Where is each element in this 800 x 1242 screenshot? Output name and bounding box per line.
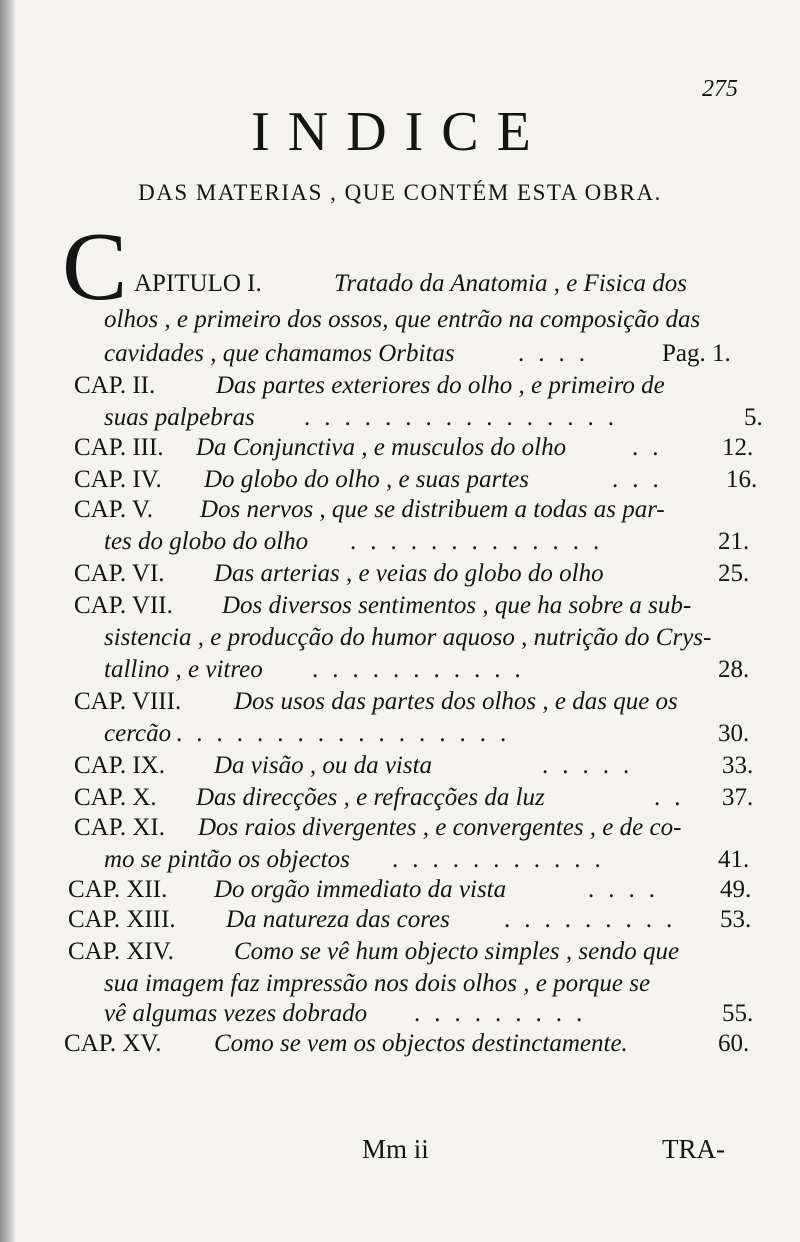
chapter-label: CAP. IV.: [74, 466, 162, 493]
toc-entry-line: [0, 528, 800, 560]
chapter-title-line: Dos raios divergentes , e convergentes , e de co-: [198, 814, 682, 841]
chapter-title-line: Da Conjunctiva , e musculos do olho: [196, 434, 567, 461]
dot-leader: .....: [542, 752, 644, 779]
chapter-title-line: Dos diversos sentimentos , que ha sobre a sub-: [222, 592, 692, 619]
toc-entry-line: [0, 752, 800, 784]
chapter-title-line: Das partes exteriores do olho , e primeiro de: [216, 372, 665, 399]
dot-leader: .........: [504, 906, 687, 933]
chapter-label: APITULO I.: [134, 270, 262, 297]
chapter-label: CAP. XIII.: [68, 906, 176, 933]
drop-cap: C: [62, 213, 128, 321]
toc-entry-line: [0, 814, 800, 846]
dot-leader: ..: [632, 434, 673, 461]
chapter-title-line: Dos nervos , que se distribuem a todas as par-: [200, 496, 665, 523]
chapter-title-line: Como se vê hum objecto simples , sendo que: [234, 938, 680, 965]
chapter-label: CAP. XII.: [68, 876, 168, 903]
chapter-label: CAP. VI.: [74, 560, 165, 587]
page-number: 275: [702, 76, 738, 102]
toc-entry-line: [0, 624, 800, 656]
signature-mark: Mm ii: [362, 1134, 429, 1164]
page-reference: 25.: [718, 560, 750, 587]
chapter-label: CAP. VIII.: [74, 688, 182, 715]
chapter-title-line: vê algumas vezes dobrado: [104, 1000, 368, 1027]
toc-entry-line: [0, 688, 800, 720]
toc-entry-line: [0, 496, 800, 528]
toc-entry-line: [0, 846, 800, 878]
chapter-label: CAP. VII.: [74, 592, 173, 619]
dot-leader: ...: [612, 466, 673, 493]
toc-entry-line: [0, 784, 800, 816]
toc-entry-line: [0, 876, 800, 908]
page-reference: 28.: [718, 656, 750, 683]
chapter-title-line: Tratado da Anatomia , e Fisica dos: [334, 270, 688, 297]
chapter-title-line: Dos usos das partes dos olhos , e das que os: [234, 688, 678, 715]
toc-entry-line: [0, 404, 800, 436]
chapter-title-line: Das direcções , e refracções da luz: [196, 784, 545, 811]
dot-leader: ....: [588, 876, 669, 903]
chapter-title-line: suas palpebras: [104, 404, 255, 431]
page-reference: 30.: [718, 720, 750, 747]
toc-entry-line: [0, 906, 800, 938]
chapter-title-line: Do orgão immediato da vista: [214, 876, 507, 903]
chapter-title-line: olhos , e primeiro dos ossos, que entrão na composição das: [104, 306, 701, 333]
toc-entry-line: [0, 340, 800, 372]
chapter-title-line: Das arterias , e veias do globo do olho: [214, 560, 604, 587]
toc-entry-line: [0, 306, 800, 338]
dot-leader: .................: [176, 720, 521, 747]
page-reference: 5.: [744, 404, 763, 431]
page-reference: 41.: [718, 846, 750, 873]
page-reference: 55.: [722, 1000, 754, 1027]
toc-entry-line: [0, 592, 800, 624]
page-reference: 33.: [722, 752, 754, 779]
dot-leader: ................: [304, 404, 628, 431]
page-reference: 60.: [718, 1030, 750, 1057]
page-title: INDICE: [251, 101, 549, 163]
toc-entry-line: [0, 1000, 800, 1032]
page-subtitle: DAS MATERIAS , QUE CONTÉM ESTA OBRA.: [138, 180, 662, 205]
toc-entry-line: [0, 560, 800, 592]
chapter-label: CAP. XIV.: [68, 938, 174, 965]
toc-entry-line: [0, 938, 800, 970]
chapter-label: CAP. X.: [74, 784, 157, 811]
chapter-label: CAP. XV.: [64, 1030, 162, 1057]
chapter-label: CAP. II.: [74, 372, 156, 399]
toc-entry-line: [0, 970, 800, 1002]
dot-leader: ...........: [392, 846, 615, 873]
dot-leader: ...........: [312, 656, 535, 683]
chapter-label: CAP. III.: [74, 434, 164, 461]
page-reference: 21.: [718, 528, 750, 555]
page-reference: Pag. 1.: [662, 340, 731, 367]
dot-leader: ....: [518, 340, 599, 367]
dot-leader: .............: [350, 528, 614, 555]
toc-entry-line: [0, 270, 800, 302]
toc-entry-line: [0, 434, 800, 466]
chapter-title-line: cercão: [104, 720, 172, 747]
page-reference: 16.: [726, 466, 758, 493]
chapter-title-line: Da natureza das cores: [226, 906, 450, 933]
chapter-title-line: Como se vem os objectos destinctamente.: [214, 1030, 628, 1057]
chapter-title-line: sua imagem faz impressão nos dois olhos , e porque se: [104, 970, 651, 997]
toc-entry-line: [0, 1030, 800, 1062]
chapter-label: CAP. IX.: [74, 752, 165, 779]
chapter-title-line: Do globo do olho , e suas partes: [204, 466, 529, 493]
page-reference: 49.: [720, 876, 752, 903]
dot-leader: ..: [654, 784, 695, 811]
catchword: TRA-: [662, 1134, 725, 1164]
chapter-title-line: cavidades , que chamamos Orbitas: [104, 340, 455, 367]
page-reference: 37.: [722, 784, 754, 811]
chapter-title-line: tallino , e vitreo: [104, 656, 263, 683]
chapter-title-line: sistencia , e producção do humor aquoso , nutrição do Crys-: [104, 624, 712, 651]
toc-entry-line: [0, 656, 800, 688]
chapter-label: CAP. V.: [74, 496, 153, 523]
toc-entry-line: [0, 372, 800, 404]
chapter-title-line: Da visão , ou da vista: [214, 752, 433, 779]
toc-entry-line: [0, 466, 800, 498]
chapter-label: CAP. XI.: [74, 814, 165, 841]
chapter-title-line: mo se pintão os objectos: [104, 846, 350, 873]
toc-entry-line: [0, 720, 800, 752]
dot-leader: .........: [414, 1000, 597, 1027]
chapter-title-line: tes do globo do olho: [104, 528, 309, 555]
page-reference: 53.: [720, 906, 752, 933]
page-reference: 12.: [722, 434, 754, 461]
